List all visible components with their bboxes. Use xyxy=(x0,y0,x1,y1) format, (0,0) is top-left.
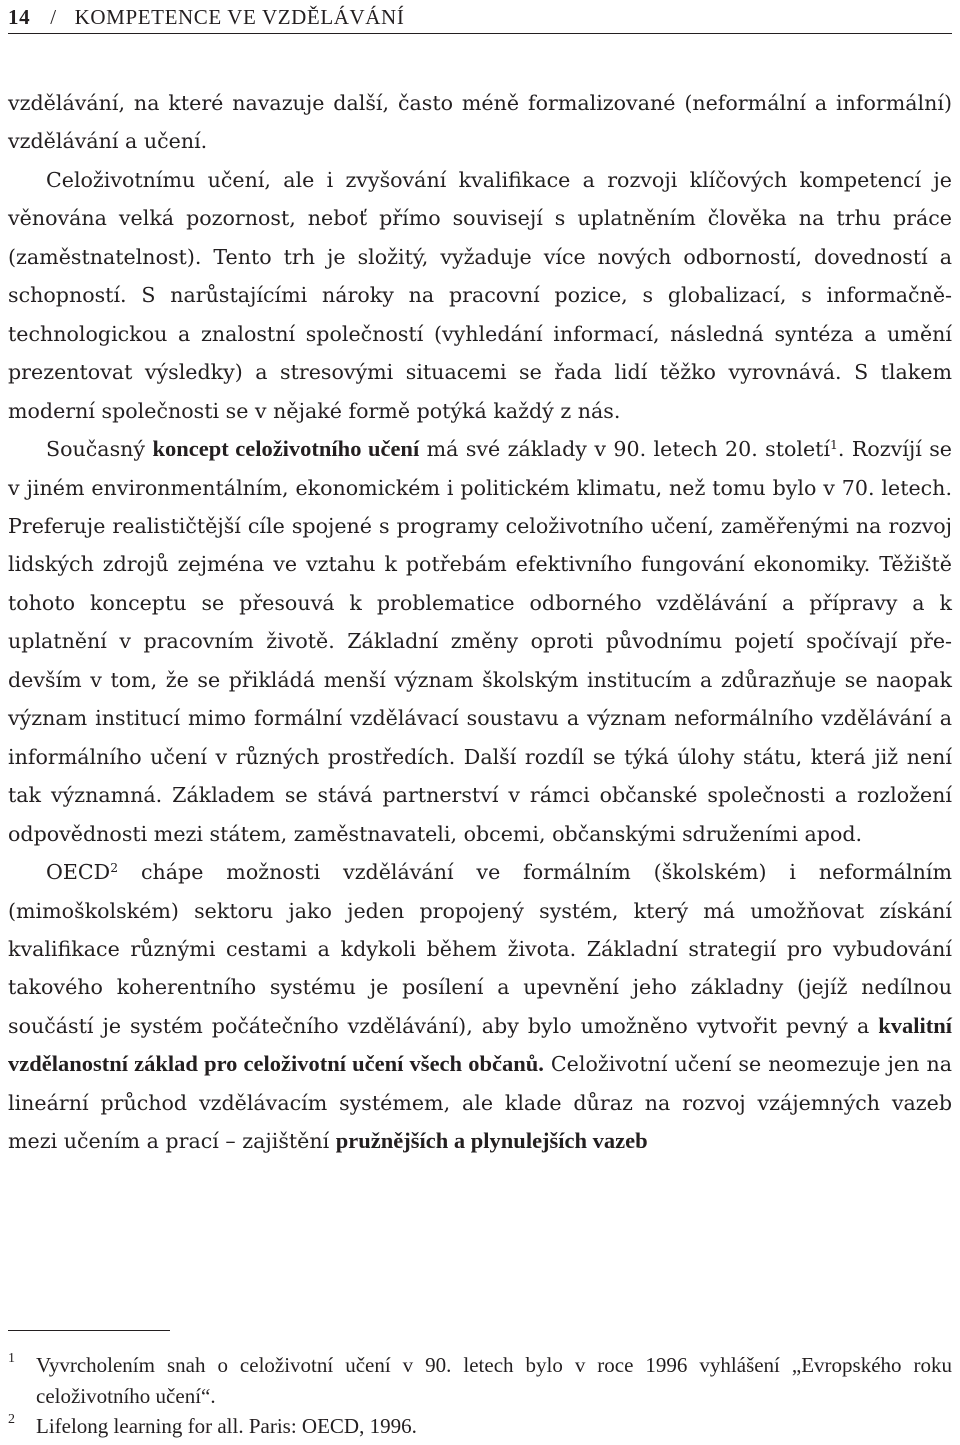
paragraph-3 xyxy=(8,430,952,853)
paragraph-2-text: Celoživotnímu učení, ale i zvyšování kvalifikace a rozvoji klíčových kompetencí je věnována velká pozornost, neboť přímo souvisejí s uplatněním člověka na trhu práce (zaměstnatelnost). Tento trh je složitý, vyžaduje více nových odborností, dovedností a schopností. S narůstajícími nároky na pracovní pozice, s globalizací, s informačně-technologickou a znalostní společností (vyhledání informací, následná syntéza a umění prezentovat výsledky) a stresovými situacemi se řada lidí těžko vyrovnává. S tlakem moderní společnosti se v nějaké formě potýká každý z nás. xyxy=(8,167,952,423)
header-rule xyxy=(8,33,952,34)
section-title: KOMPETENCE VE VZDĚLÁVÁNÍ xyxy=(74,5,405,29)
paragraph-4-emphasis-2: pružnějších a plynulejších vazeb xyxy=(335,1128,648,1154)
paragraph-2 xyxy=(8,161,952,430)
body-text xyxy=(8,84,952,1161)
paragraph-4-emphasis-1: kvalitní vzdělanostní základ pro celoživotní učení všech občanů. xyxy=(8,1012,952,1077)
paragraph-4-text-b: chápe možnosti vzdělávání ve formálním (školském) i neformálním (mimoškolském) sektoru jako jeden propojený systém, který má umožňovat získání kvalifikace různými cestami a kdykoli během života. Základní strategií pro vybudování takového koherentního systému je posílení a upevnění jeho základny (jejíž nedílnou součástí je systém počátečního vzdělávání), aby bylo umožněno vytvořit pevný a xyxy=(8,860,952,1038)
paragraph-4-text-c: Celoživotní učení se neomezuje jen na lineární průchod vzdělávacím systémem, ale klade důraz na rozvoj vzájemných vazeb mezi učením a prací – zajištění xyxy=(8,1052,952,1154)
footnotes xyxy=(8,1350,952,1442)
paragraph-3-emphasis: koncept celoživotního učení xyxy=(152,436,420,462)
footnote-text-1: Vyvrcholením snah o celoživotní učení v 90. letech bylo v roce 1996 vyhlášení „Evropského roku celoživotního učení“. xyxy=(36,1353,952,1408)
page-number: 14 xyxy=(8,5,31,29)
footnote-1 xyxy=(8,1350,952,1411)
paragraph-4-text-a: OECD xyxy=(46,860,111,885)
footnote-2 xyxy=(8,1411,952,1442)
footnote-rule xyxy=(8,1330,170,1331)
running-header xyxy=(8,3,952,35)
footnote-number-1: 1 xyxy=(8,1351,15,1366)
paragraph-1 xyxy=(8,84,952,161)
paragraph-3-text-a: Současný xyxy=(46,437,153,462)
paragraph-3-text-b: má své základy v 90. letech 20. století xyxy=(419,437,831,462)
footnote-text-2: Lifelong learning for all. Paris: OECD, 1996. xyxy=(36,1414,417,1438)
header-separator: / xyxy=(50,5,57,29)
paragraph-1-text: vzdělávání, na které navazuje další, často méně formalizované (neformální a informální) vzdělávání a učení. xyxy=(8,91,952,154)
paragraph-3-text-c: . Rozvíjí se v jiném environmentálním, ekonomickém i politickém klimatu, než tomu bylo v 70. letech. Preferuje realističtější cíle spojené s programy celoživotního učení, zaměřenými na rozvoj lidských zdrojů zejména ve vztahu k potřebám efektivního fungování ekonomiky. Těžiště tohoto konceptu se přesouvá k problematice odborného vzdělávání a přípravy a k uplatnění v pracovním životě. Základní změny oproti původnímu pojetí spočívají především v tom, že se přikládá menší význam školským institucím a zdůrazňuje se naopak význam institucí mimo formální vzdělávací soustavu a význam neformálního vzdělávání a informálního učení v různých prostředích. Další rozdíl se týká úlohy státu, která již není tak významná. Základem se stává partnerství v rámci občanské společnosti a rozložení odpovědnosti mezi státem, zaměstnavateli, obcemi, občanskými sdruženími apod. xyxy=(8,437,952,846)
paragraph-4 xyxy=(8,853,952,1161)
footnote-ref-1[interactable]: 1 xyxy=(830,438,838,453)
footnote-number-2: 2 xyxy=(8,1412,15,1427)
footnote-ref-2[interactable]: 2 xyxy=(110,861,119,876)
